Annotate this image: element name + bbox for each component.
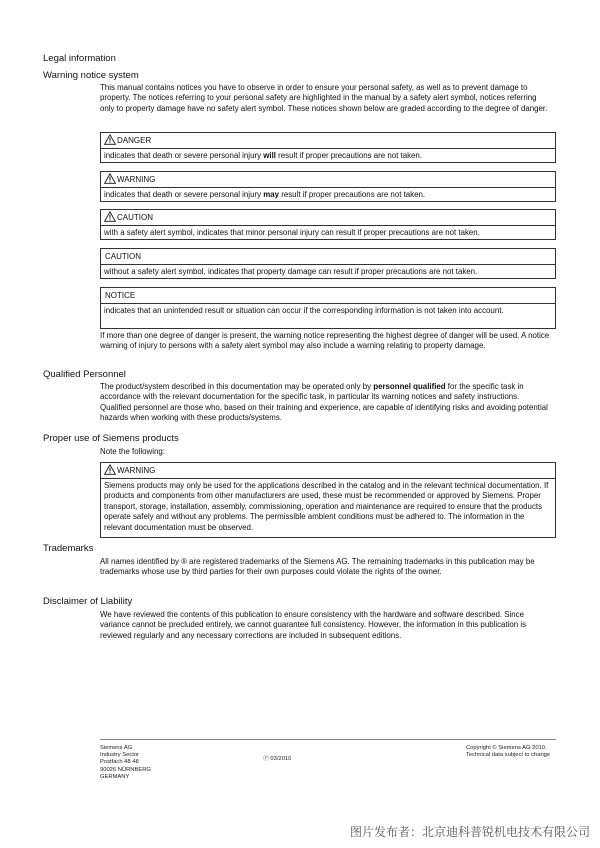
- page-title: Legal information: [43, 53, 116, 64]
- notice-label-warning: WARNING: [117, 466, 156, 475]
- qualified-text: The product/system described in this documentation may be operated only by personnel qualified for the specific task in accordance with the relevant documentation for the specific task, in particular its warning notices and safety instructions. Qualified personnel are those who, based on their training and experience, are capable of identifying risks and avoiding potential hazards when working with these products/systems.: [100, 382, 548, 423]
- warning-triangle-icon: [104, 134, 117, 147]
- warning-system-outro: If more than one degree of danger is present, the warning notice representing the highest degree of danger will be used. A notice warning of injury to persons with a safety alert symbol may also include a warning relating to property damage.: [100, 331, 550, 351]
- warning-system-intro: This manual contains notices you have to observe in order to ensure your personal safety, as well as to prevent damage to property. The notices referring to your personal safety are highlighted in the manual by a safety alert symbol, notices referring only to property damage have no safety alert symbol. These notices shown below are graded according to the degree of danger.: [100, 83, 548, 113]
- notice-box-proper-use-warning: [100, 462, 556, 538]
- footer-copyright: Copyright © Siemens AG 2010. Technical data subject to change: [466, 745, 551, 759]
- section-heading-qualified: Qualified Personnel: [43, 369, 126, 380]
- warning-triangle-icon: [104, 173, 117, 186]
- disclaimer-text: We have reviewed the contents of this publication to ensure consistency with the hardware and software described. Since variance cannot be precluded entirely, we cannot guarantee full consistency. However, the information in this publication is reviewed regularly and any necessary corrections are included in subsequent editions.: [100, 610, 527, 640]
- publisher-watermark: 图片发布者：北京迪科普锐机电技术有限公司: [349, 825, 590, 839]
- trademarks-text: All names identified by ® are registered trademarks of the Siemens AG. The remaining trademarks in this publication may be trademarks whose use by third parties for their own purposes could violate the rights of the owner.: [100, 557, 535, 577]
- footer-address: Siemens AG Industry Sector Postfach 48 48 90026 NÜRNBERG GERMANY: [100, 745, 151, 780]
- notice-text-caution-symbol: with a safety alert symbol, indicates that minor personal injury can result if proper precautions are not taken.: [104, 228, 480, 237]
- warning-triangle-icon: [104, 464, 117, 477]
- section-heading-disclaimer: Disclaimer of Liability: [43, 596, 133, 607]
- notice-box-caution-nosymbol: [100, 248, 556, 279]
- section-heading-proper-use: Proper use of Siemens products: [43, 433, 179, 444]
- notice-text-caution-nosymbol: without a safety alert symbol, indicates that property damage can result if proper precautions are not taken.: [104, 267, 478, 276]
- notice-box-notice: [100, 287, 556, 329]
- notice-box-warning: [100, 171, 556, 202]
- notice-box-danger: [100, 132, 556, 163]
- notice-text-notice: indicates that an unintended result or situation can occur if the corresponding information is not taken into account.: [104, 306, 504, 315]
- footer-divider: [100, 739, 556, 740]
- notice-label-warning: WARNING: [117, 175, 156, 184]
- section-heading-warning-system: Warning notice system: [43, 70, 139, 81]
- notice-text-danger: indicates that death or severe personal injury will result if proper precautions are not taken.: [104, 151, 423, 160]
- proper-use-note: Note the following:: [100, 447, 165, 456]
- section-heading-trademarks: Trademarks: [43, 543, 94, 554]
- notice-label-danger: DANGER: [117, 136, 152, 145]
- notice-box-caution-symbol: [100, 209, 556, 240]
- notice-text-warning: indicates that death or severe personal injury may result if proper precautions are not taken.: [104, 190, 426, 199]
- footer-edition: Ⓟ 03/2010: [263, 756, 292, 762]
- notice-label-caution: CAUTION: [105, 252, 141, 261]
- notice-label-caution: CAUTION: [117, 213, 153, 222]
- warning-triangle-icon: [104, 211, 117, 224]
- proper-use-warning-text: Siemens products may only be used for the applications described in the catalog and in the relevant technical documentation. If products and components from other manufacturers are used, these must be recommended or approved by Siemens. Proper transport, storage, installation, assembly, commissioning, operation and maintenance are required to ensure that the products operate safely and without any problems. The permissible ambient conditions must be adhered to. The information in the relevant documentation must be observed.: [104, 481, 549, 532]
- notice-label-notice: NOTICE: [105, 291, 136, 300]
